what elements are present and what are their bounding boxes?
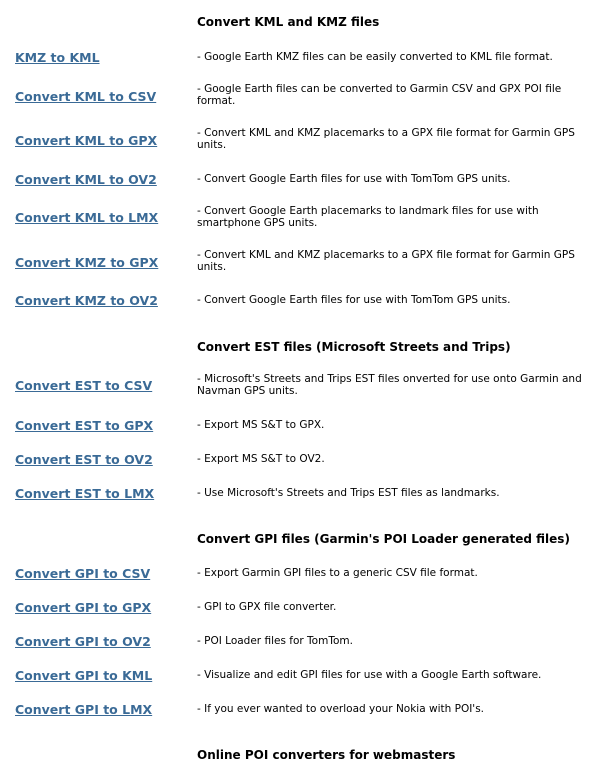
description: - If you ever wanted to overload your Nokia with POI's. [197,703,485,715]
section-title-gpi: Convert GPI files (Garmin's POI Loader generated files) [197,532,570,546]
description: - Export MS S&T to GPX. [197,419,325,431]
section-title-est: Convert EST files (Microsoft Streets and Trips) [197,340,511,354]
description: - Visualize and edit GPI files for use with a Google Earth software. [197,669,542,681]
link-convert-gpi-to-csv[interactable]: Convert GPI to CSV [15,566,151,581]
link-kmz-to-kml[interactable]: KMZ to KML [15,50,100,65]
description: - Convert Google Earth files for use with TomTom GPS units. [197,294,511,306]
section-title-online-poi: Online POI converters for webmasters [197,748,456,762]
link-convert-kml-to-csv[interactable]: Convert KML to CSV [15,89,157,104]
description: - Google Earth files can be converted to Garmin CSV and GPX POI file format. [197,83,562,107]
description: - Convert KML and KMZ placemarks to a GPX file format for Garmin GPS units. [197,127,575,151]
link-convert-gpi-to-lmx[interactable]: Convert GPI to LMX [15,702,153,717]
link-convert-kmz-to-ov2[interactable]: Convert KMZ to OV2 [15,293,158,308]
description: - Use Microsoft's Streets and Trips EST files as landmarks. [197,487,500,499]
description: - Convert Google Earth placemarks to landmark files for use with smartphone GPS units. [197,205,539,229]
description: - Convert KML and KMZ placemarks to a GPX file format for Garmin GPS units. [197,249,575,273]
link-convert-est-to-lmx[interactable]: Convert EST to LMX [15,486,155,501]
description: - Google Earth KMZ files can be easily converted to KML file format. [197,51,553,63]
link-convert-kml-to-gpx[interactable]: Convert KML to GPX [15,133,158,148]
description: - GPI to GPX file converter. [197,601,337,613]
section-title-kml-kmz: Convert KML and KMZ files [197,15,380,29]
link-convert-kml-to-lmx[interactable]: Convert KML to LMX [15,210,159,225]
link-convert-gpi-to-ov2[interactable]: Convert GPI to OV2 [15,634,151,649]
description: - Convert Google Earth files for use with TomTom GPS units. [197,173,511,185]
link-convert-kml-to-ov2[interactable]: Convert KML to OV2 [15,172,157,187]
link-convert-est-to-ov2[interactable]: Convert EST to OV2 [15,452,153,467]
link-convert-gpi-to-kml[interactable]: Convert GPI to KML [15,668,153,683]
link-convert-gpi-to-gpx[interactable]: Convert GPI to GPX [15,600,152,615]
description: - POI Loader files for TomTom. [197,635,353,647]
link-convert-est-to-csv[interactable]: Convert EST to CSV [15,378,153,393]
description: - Export Garmin GPI files to a generic CSV file format. [197,567,478,579]
description: - Microsoft's Streets and Trips EST files onverted for use onto Garmin and Navman GPS units. [197,373,582,397]
link-convert-kmz-to-gpx[interactable]: Convert KMZ to GPX [15,255,159,270]
link-convert-est-to-gpx[interactable]: Convert EST to GPX [15,418,154,433]
description: - Export MS S&T to OV2. [197,453,325,465]
